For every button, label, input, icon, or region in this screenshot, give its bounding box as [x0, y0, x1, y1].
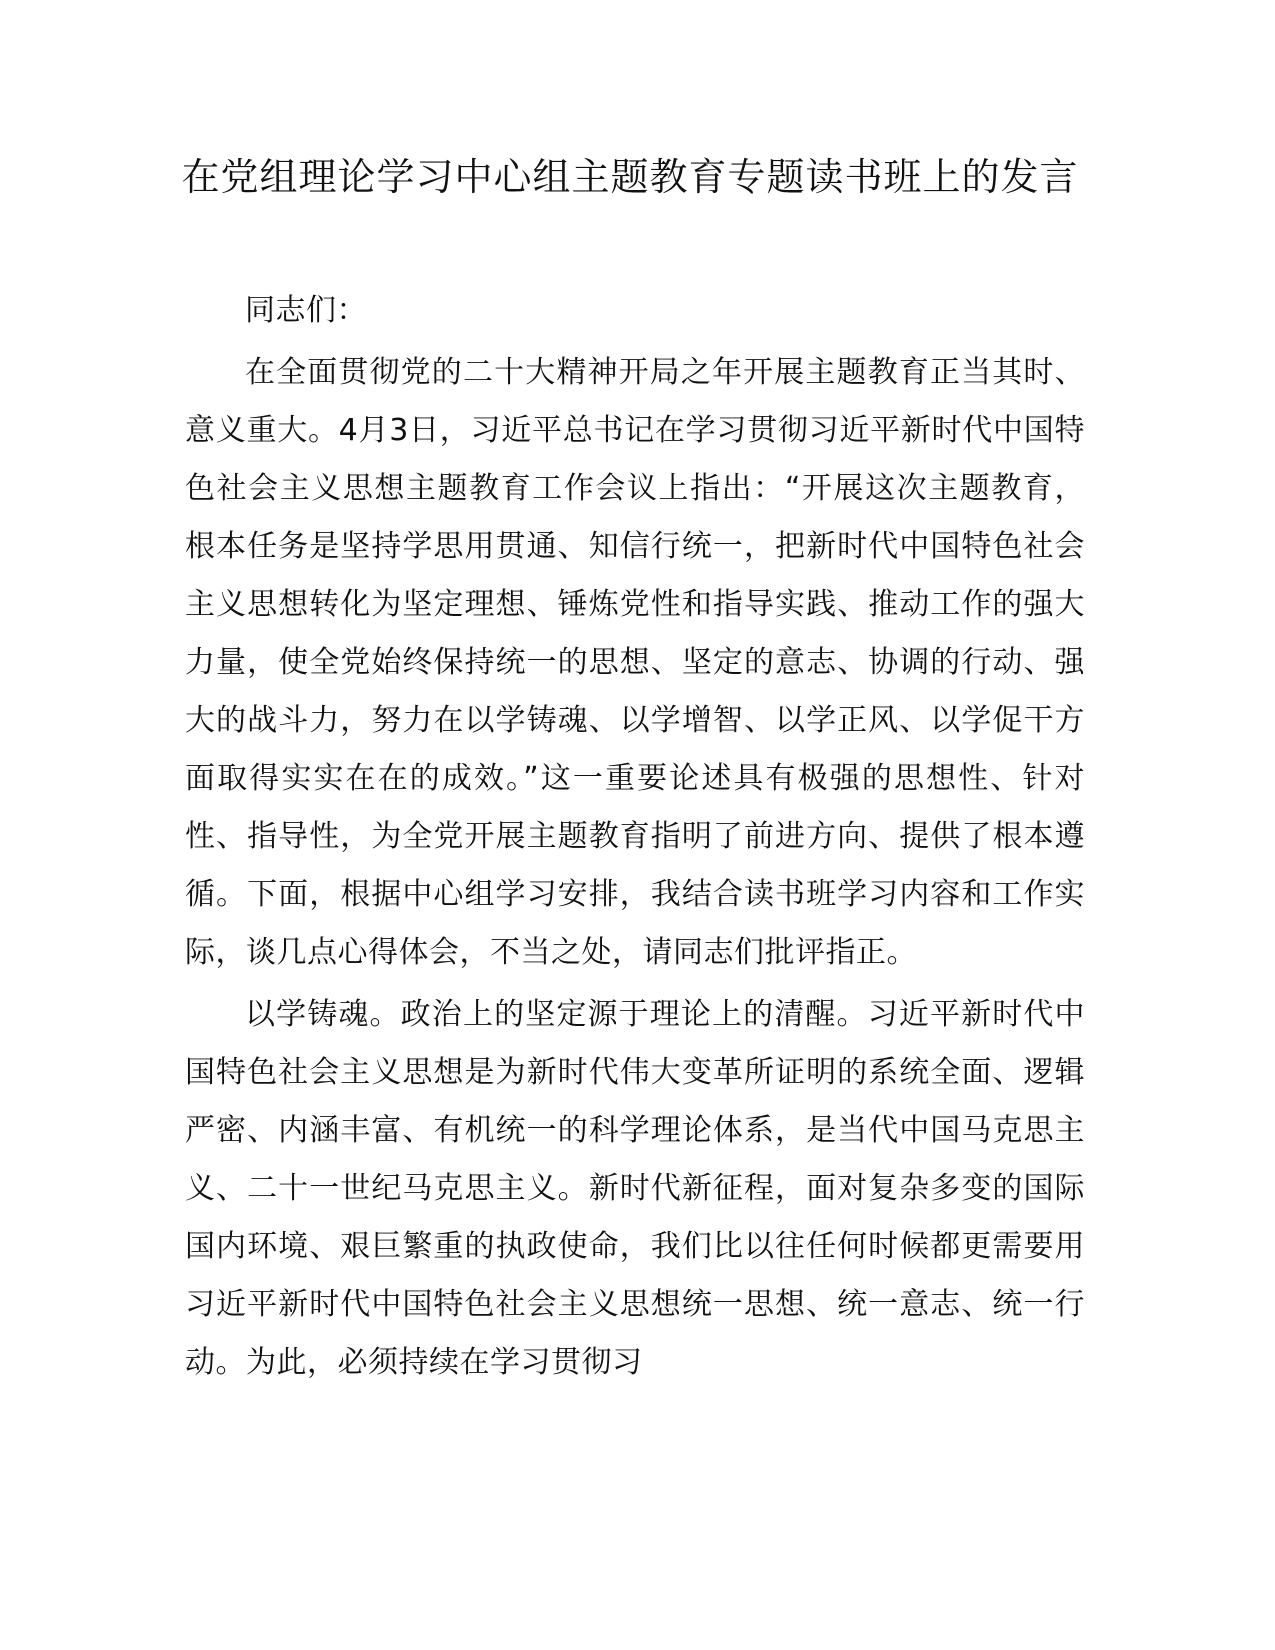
paragraph-soul-casting: 以学铸魂。政治上的坚定源于理论上的清醒。习近平新时代中国特色社会主义思想是为新时代伟大变革所证明的系统全面、逻辑严密、内涵丰富、有机统一的科学理论体系，是当代中国马克思主义、二十一世纪马克思主义。新时代新征程，面对复杂多变的国际国内环境、艰巨繁重的执政使命，我们比以往任何时候都更需要用习近平新时代中国特色社会主义思想统一思想、统一意志、统一行动。为此，必须持续在学习贯彻习 [185, 997, 1085, 1380]
document-title: 在党组理论学习中心组主题教育专题读书班上的发言 [181, 155, 1079, 199]
paragraph-intro: 在全面贯彻党的二十大精神开局之年开展主题教育正当其时、意义重大。4月3日，习近平总书记在学习贯彻习近平新时代中国特色社会主义思想主题教育工作会议上指出：“开展这次主题教育，根本任务是坚持学思用贯通、知信行统一，把新时代中国特色社会主义思想转化为坚定理想、锤炼党性和指导实践、推动工作的强大力量，使全党始终保持统一的思想、坚定的意志、协调的行动、强大的战斗力，努力在以学铸魂、以学增智、以学正风、以学促干方面取得实实在在的成效。”这一重要论述具有极强的思想性、针对性、指导性，为全党开展主题教育指明了前进方向、提供了根本遵循。下面，根据中心组学习安排，我结合读书班学习内容和工作实际，谈几点心得体会，不当之处，请同志们批评指正。 [185, 355, 1085, 970]
salutation: 同志们： [245, 293, 367, 328]
document-body [185, 282, 1085, 1392]
